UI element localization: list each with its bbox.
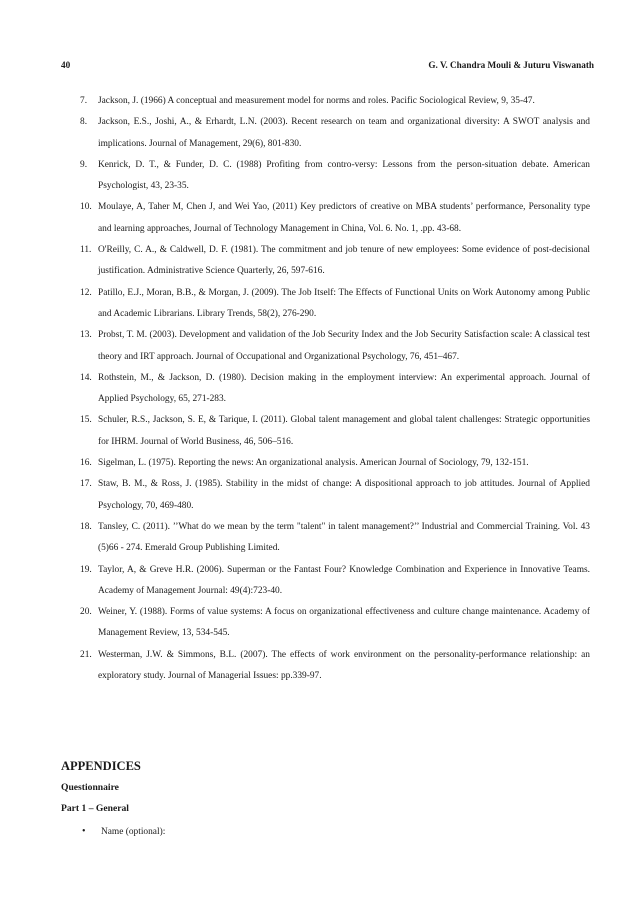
reference-text: Probst, T. M. (2003). Development and validation of the Job Security Index and the Job Security Satisfaction scale: A classical test theory and IRT approach. Journal of Occupational and Organizational Psychology, 76, 451–467. (98, 330, 590, 362)
reference-item (80, 560, 590, 603)
reference-item (80, 453, 590, 474)
reference-text: Sigelman, L. (1975). Reporting the news: An organizational analysis. American Journal of Sociology, 79, 132-151. (98, 458, 529, 469)
reference-item (80, 155, 590, 198)
reference-text: Schuler, R.S., Jackson, S. E, & Tarique, I. (2011). Global talent management and global talent challenges: Strategic opportunities for IHRM. Journal of World Business, 46, 506–516. (98, 415, 590, 447)
reference-text: Taylor, A, & Greve H.R. (2006). Superman or the Fantast Four? Knowledge Combination and Experience in Innovative Teams. Academy of Management Journal: 49(4):723-40. (98, 564, 590, 596)
reference-text: Weiner, Y. (1988). Forms of value systems: A focus on organizational effectiveness and culture change maintenance. Academy of Management Review, 13, 534-545. (98, 607, 590, 639)
reference-list (80, 91, 590, 687)
questionnaire-heading: Questionnaire (61, 782, 119, 793)
reference-item (80, 240, 590, 283)
reference-text: Tansley, C. (2011). ’’What do we mean by the term "talent" in talent management?’’ Industrial and Commercial Training. Vol. 43 (5)66 - 274. Emerald Group Publishing Limited. (98, 521, 590, 554)
part-heading: Part 1 – General (61, 803, 129, 814)
bullet-icon: • (82, 826, 86, 837)
reference-text: Moulaye, A, Taher M, Chen J, and Wei Yao, (2011) Key predictors of creative on MBA students’ performance, Personality type and learning approaches, Journal of Technology Management in China, Vol. 6. No. 1, .pp. 43-68. (98, 202, 590, 234)
reference-item (80, 602, 590, 645)
reference-text: Staw, B. M., & Ross, J. (1985). Stability in the midst of change: A dispositional approach to job attitudes. Journal of Applied Psychology, 70, 469-480. (98, 479, 590, 511)
reference-number: 14. (80, 372, 92, 383)
reference-text: O'Reilly, C. A., & Caldwell, D. F. (1981). The commitment and job tenure of new employees: Some evidence of post-decisional justification. Administrative Science Quarterly, 26, 597-616. (98, 245, 590, 277)
reference-item (80, 325, 590, 368)
reference-number: 9. (80, 159, 88, 170)
reference-item (80, 91, 590, 112)
appendices-heading: APPENDICES (61, 759, 141, 773)
reference-text: Patillo, E.J., Moran, B.B., & Morgan, J. (2009). The Job Itself: The Effects of Functional Units on Work Autonomy among Public and Academic Librarians. Library Trends, 58(2), 276-290. (98, 287, 590, 319)
reference-item (80, 517, 590, 560)
reference-text: Jackson, E.S., Joshi, A., & Erhardt, L.N. (2003). Recent research on team and organizational diversity: A SWOT analysis and implications. Journal of Management, 29(6), 801-830. (98, 117, 590, 149)
reference-number: 15. (80, 415, 92, 426)
reference-number: 8. (80, 117, 88, 128)
reference-number: 12. (80, 287, 92, 298)
reference-number: 21. (80, 649, 92, 660)
reference-number: 19. (80, 564, 92, 575)
reference-number: 17. (80, 479, 92, 490)
page-number: 40 (61, 60, 71, 70)
running-head-authors: G. V. Chandra Mouli & Juturu Viswanath (428, 60, 594, 70)
reference-text: Kenrick, D. T., & Funder, D. C. (1988) Profiting from contro-versy: Lessons from the person-situation debate. American Psychologist, 43, 23-35. (98, 159, 590, 192)
questionnaire-item-label: Name (optional): (101, 827, 166, 837)
reference-item (80, 645, 590, 688)
reference-text: Westerman, J.W. & Simmons, B.L. (2007). The effects of work environment on the personality-performance relationship: an exploratory study. Journal of Managerial Issues: pp.339-97. (98, 649, 590, 682)
reference-number: 16. (80, 458, 92, 469)
reference-item (80, 112, 590, 155)
reference-number: 13. (80, 330, 92, 341)
reference-number: 7. (80, 96, 88, 106)
questionnaire-item (61, 824, 591, 840)
reference-text: Rothstein, M., & Jackson, D. (1980). Decision making in the employment interview: An experimental approach. Journal of Applied Psychology, 65, 271-283. (98, 372, 590, 405)
reference-item (80, 197, 590, 240)
reference-number: 18. (80, 521, 92, 532)
page-header (61, 60, 594, 74)
reference-item (80, 283, 590, 326)
reference-number: 20. (80, 607, 92, 618)
reference-item (80, 474, 590, 517)
reference-item (80, 368, 590, 411)
reference-item (80, 410, 590, 453)
reference-text: Jackson, J. (1966) A conceptual and measurement model for norms and roles. Pacific Sociological Review, 9, 35-47. (98, 96, 535, 106)
reference-number: 11. (80, 245, 92, 256)
appendices-section (61, 758, 591, 840)
reference-number: 10. (80, 202, 92, 213)
